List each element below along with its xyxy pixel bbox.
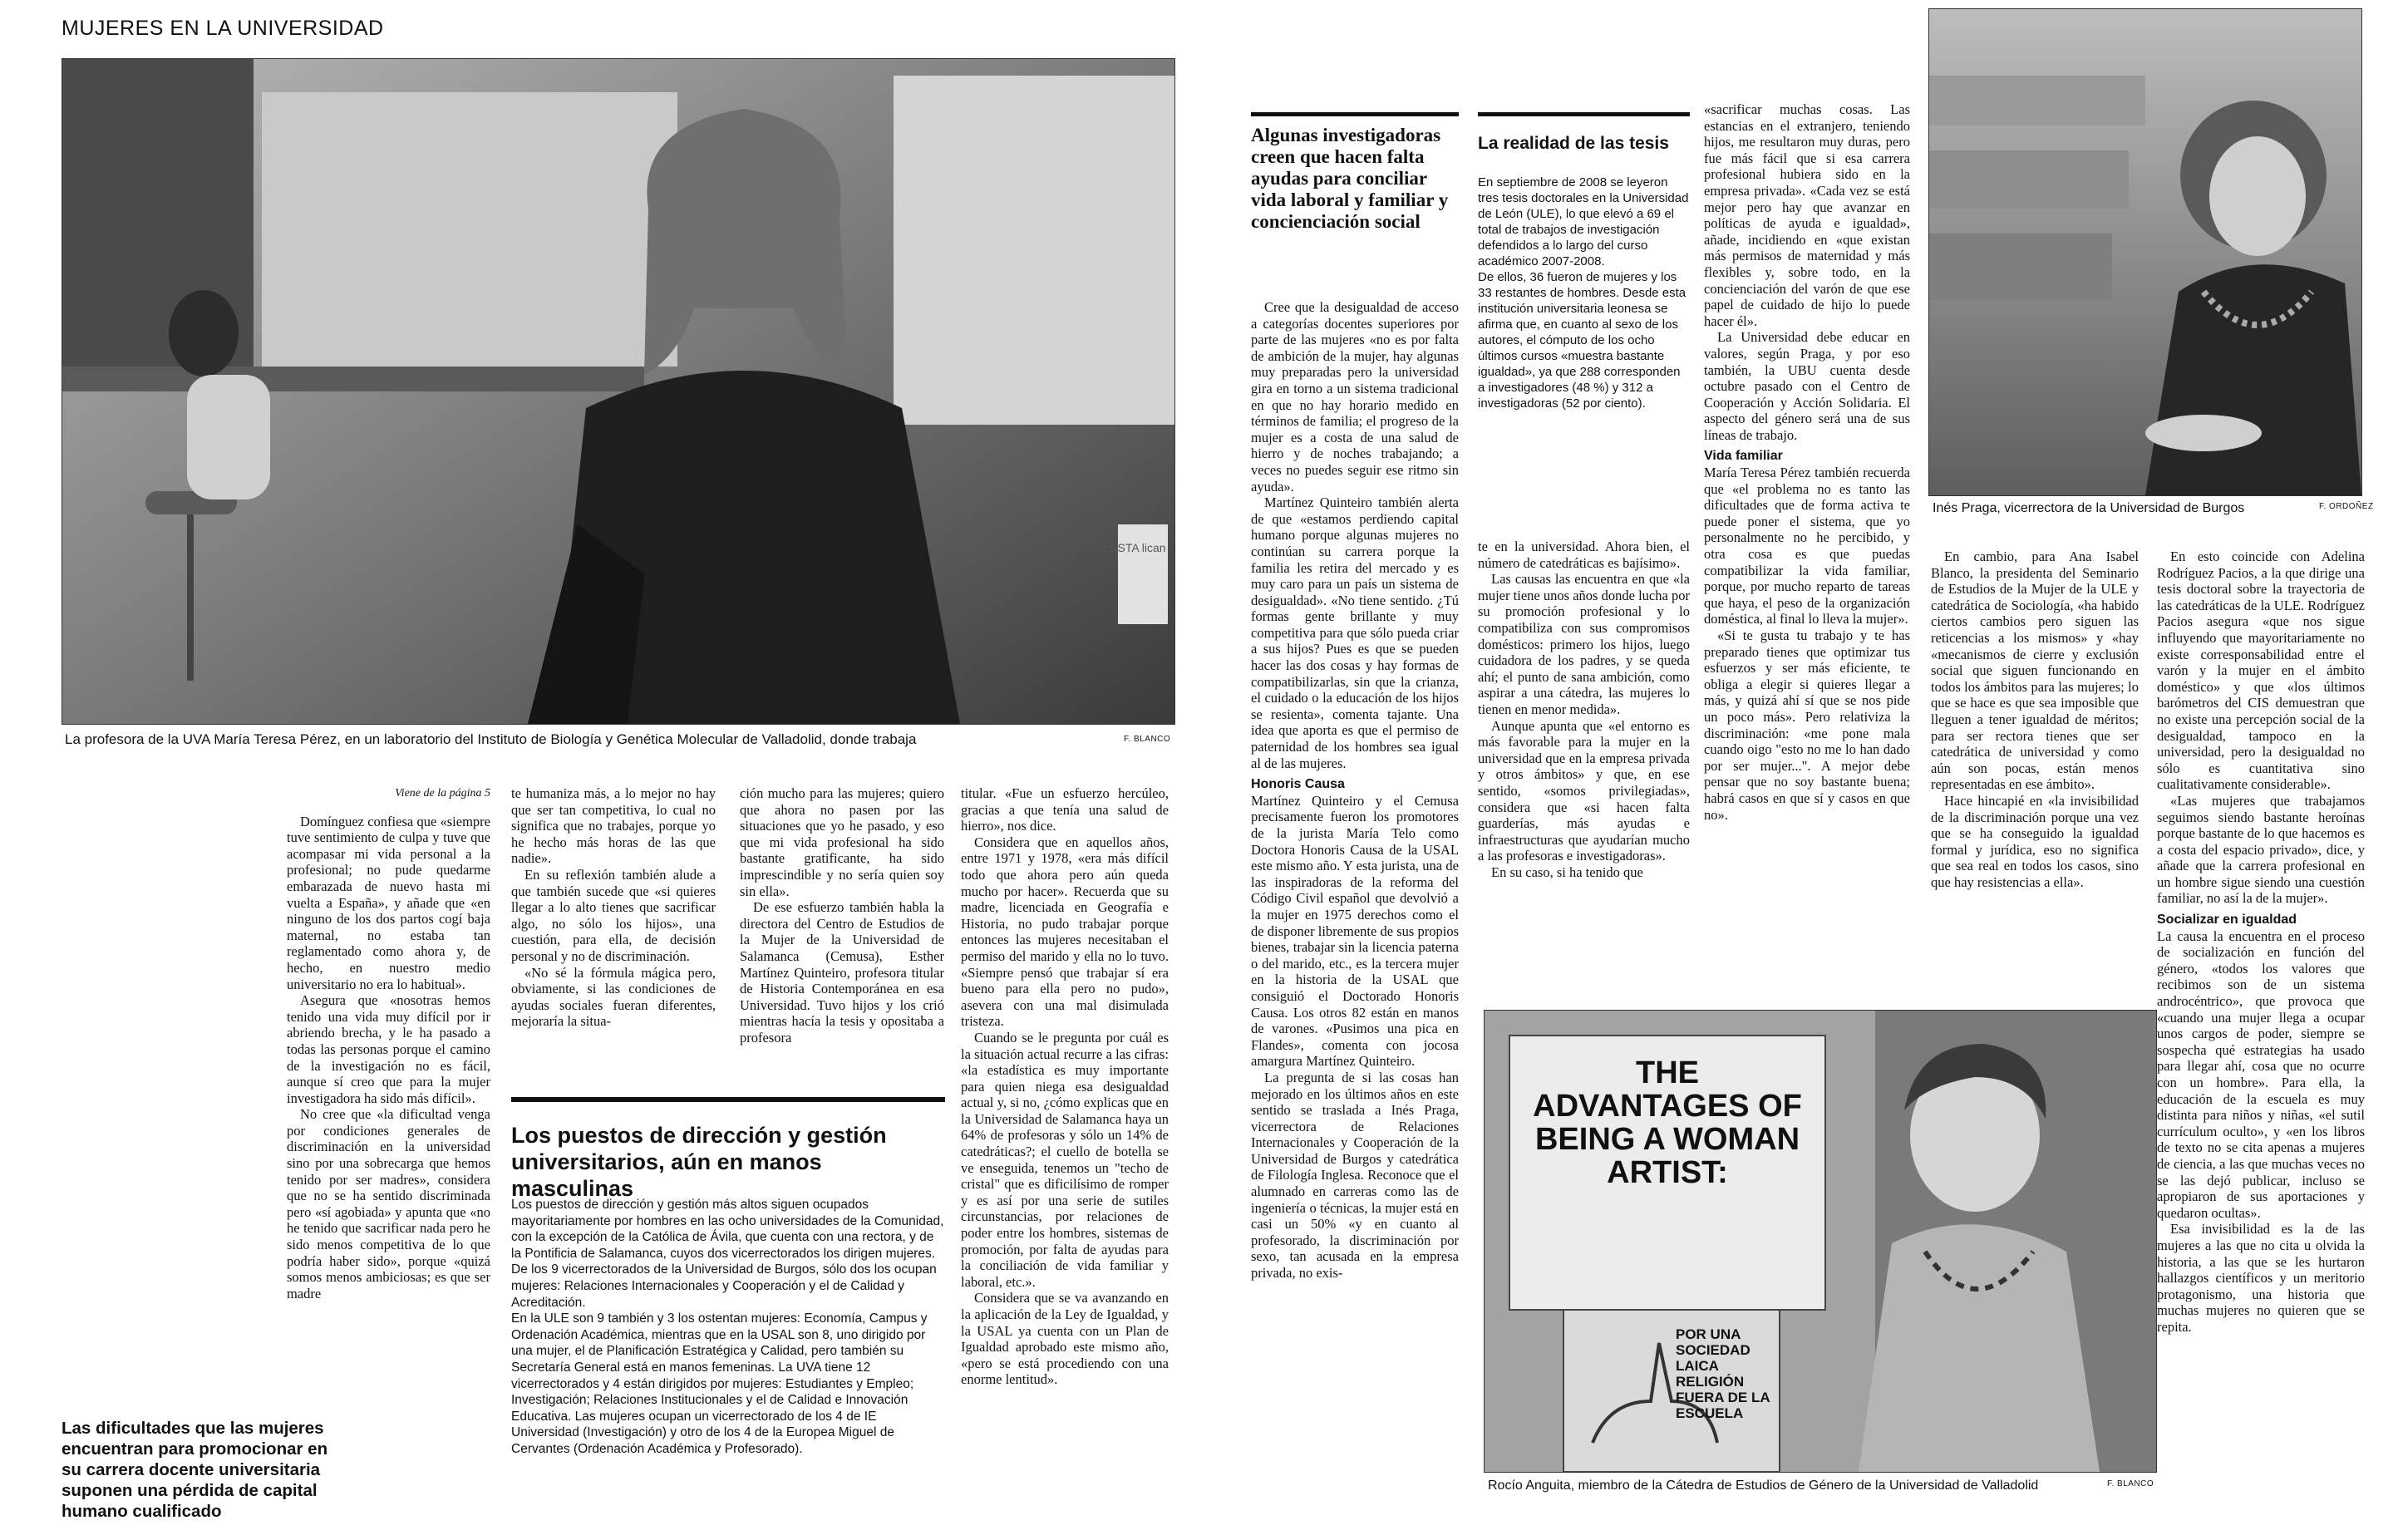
paragraph: Hace hincapié en «la invisibilidad de la discriminación porque una vez que se ha conseguido la igualdad formal y jurídica, eso no significa que sea real en todos los casos, sino que hay resistencias a ella». xyxy=(1931,792,2139,890)
paragraph: En la ULE son 9 también y 3 los ostentan mujeres: Economía, Campus y Ordenación Académica, mientras que en la USAL son 8, uno dirigido por una mujer, el de Planificación Estratégica y Calidad, pero también su Secretaría General está en manos femeninas. La UVA tiene 12 vicerrectorados y 4 están dirigidos por mujeres: Estudiantes y Empleo; Investigación; Relaciones Institucionales y el de Calidad e Innovación Educativa. Las mujeres ocupan un vicerrectorado de los 4 de IE Universidad (Investigación) y otro de los 4 de la Europea Miguel de Cervantes (Ordenación Académica y Profesorado). xyxy=(511,1311,928,1456)
article-column-2 xyxy=(511,785,716,1030)
paragraph: Esa invisibilidad es la de las mujeres a las que no cita u olvida la historia, a las que se les hurtaron hallazgos científicos y un meritorio protagonismo, una historia que muchas mujeres no quieren que se repita. xyxy=(2157,1221,2365,1335)
paragraph: Asegura que «nosotras hemos tenido una vida muy difícil por ir abriendo brecha, y le ha pasado a todas las personas porque el camino de la investigación no es fácil, aunque sí creo que para la mujer investigadora ha sido más difícil». xyxy=(287,992,490,1106)
poster-text: POR UNA SOCIEDAD LAICA RELIGIÓN FUERA DE LA ESCUELA xyxy=(1676,1326,1770,1421)
subheading: Honoris Causa xyxy=(1251,777,1345,792)
paragraph: La Universidad debe educar en valores, según Praga, y por eso también, la UBU cuenta desde octubre pasado con el Centro de Cooperación y Acción Solidaria. El aspecto del género será una de sus líneas de trabajo. xyxy=(1704,329,1910,443)
paragraph: Considera que en aquellos años, entre 1971 y 1978, «era más difícil todo que ahora pero aún queda mucho por hacer». Recuerda que su madre, licenciada en Geografía e Historia, no pudo trabajar porque entonces las mujeres necesitaban el permiso del marido y ella no lo tuvo. «Siempre pensó que trabajar sí era bueno para ella pero no pudo», asevera con una mal disimulada tristeza. xyxy=(961,834,1169,1030)
paragraph: En su caso, si ha tenido que xyxy=(1491,863,1643,880)
box-title: Los puestos de dirección y gestión universitarios, aún en manos masculinas xyxy=(511,1123,887,1201)
paragraph: En esto coincide con Adelina Rodríguez Pacios, a la que dirige una tesis doctoral sobre la trayectoria de las catedráticas de la ULE. Rodríguez Pacios asegura «que nos sigue influyendo que mayoritariamente no existe corresponsabilidad entre el varón y la mujer en el ámbito doméstico» y que «los últimos barómetros del CIS demuestran que no existe una percepción social de la desigualdad, tampoco en la universidad, pero la desigualdad no sólo es cuantitativa sino cualitativamente considerable». xyxy=(2157,549,2365,793)
section-title: MUJERES EN LA UNIVERSIDAD xyxy=(62,17,384,40)
portrait-illustration xyxy=(1929,9,2361,495)
photo-credit: F. BLANCO xyxy=(2107,1479,2154,1488)
paragraph: «Las mujeres que trabajamos seguimos siendo bastante heroínas porque bastante de lo que hacemos es a costa del espacio privado», dice, y añade que la carrera profesional en un hombre sigue siendo una cuestión familiar, no así la de la mujer». xyxy=(2157,792,2365,907)
paragraph: En cambio, para Ana Isabel Blanco, la presidenta del Seminario de Estudios de la Mujer de la ULE y catedrática de Sociología, «ha habido ciertos cambios pero siguen las reticencias a los mismos» y «hay «mecanismos de cierre y exclusión social que siguen funcionando en todos los ámbitos para las mujeres; lo que se hace es que sea imposible que lleguen a tener igualdad de méritos; para ser rectora tienes que ser catedrática de universidad y como aún son pocas, están menos representadas en ese ámbito». xyxy=(1931,549,2139,793)
paragraph: De ese esfuerzo también habla la directora del Centro de Estudios de la Mujer de la Universidad de Salamanca (Cemusa), Esther Martínez Quinteiro, profesora titular de Historia Contemporánea en esa Universidad. Tuvo hijos y los crió mientras hacía la tesis y opositaba a profesora xyxy=(740,899,944,1046)
paragraph: Martínez Quinteiro también alerta de que «estamos perdiendo capital humano porque algunas mujeres no continúan su carrera porque la familia les retira del mercado y es muy caro para un país un sistema de desigualdad». «No tiene sentido. ¿Tú formas gente brillante y muy competitiva para que sólo pueda criar a sus hijos? Pues es que se pueden hacer las dos cosas y hay formas de compatibilizarlas, sin que la crianza, el cuidado o la educación de los hijos se resienta», comenta tajante. Una idea que aporta es que el permiso de paternidad de los hombres sea igual al de las mujeres. xyxy=(1251,494,1459,771)
article-column-8 xyxy=(1704,101,1910,823)
photo-caption: Rocío Anguita, miembro de la Cátedra de Estudios de Género de la Universidad de Valladolid xyxy=(1488,1478,2039,1493)
photo-credit: F. ORDOÑEZ xyxy=(2319,502,2374,511)
paragraph: te humaniza más, a lo mejor no hay que ser tan competitiva, lo cual no significa que no trabajes, porque yo he hecho más horas de las que nadie». xyxy=(511,785,716,867)
box-rule xyxy=(511,1097,945,1102)
poster-text: THE ADVANTAGES OF BEING A WOMAN ARTIST: xyxy=(1533,1055,1802,1190)
paragraph: Las causas las encuentra en que «la mujer tiene unos años donde lucha por su promoción profesional y lo compatibiliza con sus compromisos domésticos: primero los hijos, luego cuidadora de los padres, y se queda ahí; el punto de sana ambición, como aspirar a una cátedra, las mujeres lo tienen en menor medida». xyxy=(1478,571,1690,717)
photo-credit: F. BLANCO xyxy=(1124,735,1171,744)
paragraph: De los 9 vicerrectorados de la Universidad de Burgos, sólo dos los ocupan mujeres: Relaciones Internacionales y Cooperación y el de Calidad y Acreditación. xyxy=(511,1262,937,1310)
article-column-10 xyxy=(2157,549,2365,1336)
paragraph: Cuando se le pregunta por cuál es la situación actual recurre a las cifras: «la estadística es muy importante para quien niega esa desigualdad actual y, si no, ¿cómo explicas que en la Universidad de Salamanca haya un 64% de profesoras y sólo un 14% de catedráticas?; el cuello de botella se ve enseguida, tenemos un "techo de cristal" que es dificilísimo de romper y es así por una serie de sutiles circunstancias, por relaciones de poder entre los hombres, sistemas de promoción, por falta de ayudas para la conciliación de vida familiar y laboral, etc.». xyxy=(961,1029,1169,1290)
box-title: La realidad de las tesis xyxy=(1478,134,1669,153)
article-column-6 xyxy=(1251,299,1459,1282)
continued-from-note: Viene de la página 5 xyxy=(395,787,490,800)
paragraph: Los puestos de dirección y gestión más altos siguen ocupados mayoritariamente por hombres en las ocho universidades de la Comunidad, con la excepción de la Católica de Ávila, que cuenta con una rectora, y de la Pontificia de Salamanca, cuyos dos vicerrectorados los dirigen mujeres. xyxy=(511,1198,944,1261)
paragraph: «No sé la fórmula mágica pero, obviamente, si las condiciones de ayudas sociales fueran diferentes, mejoraría la situa- xyxy=(511,964,716,1030)
paragraph: De ellos, 36 fueron de mujeres y los 33 restantes de hombres. Desde esta institución universitaria leonesa se afirma que, en cuanto al sexo de los autores, el cómputo de los ocho últimos cursos «muestra bastante igualdad», ya que 288 corresponden a investigadores (48 %) y 312 a investigadoras (52 por ciento). xyxy=(1478,270,1686,411)
paragraph: te en la universidad. Ahora bien, el número de catedráticas es bajísimo». xyxy=(1478,539,1690,571)
article-column-7 xyxy=(1478,539,1690,880)
paragraph: Martínez Quinteiro y el Cemusa precisamente fueron los promotores de la jurista María Telo como Doctora Honoris Causa de la USAL este mismo año. Y esta jurista, una de las inspiradoras de la reforma del Código Civil español que devolvió a la mujer en 1975 derechos como el de disponer libremente de sus propios bienes, trabajar sin la licencia paterna o del marido, etc., es la tercera mujer en la historia de la USAL que consiguió el Doctorado Honoris Causa. Los otros 82 están en manos de varones. «Pusimos una pica en Flandes», comenta con jocosa amargura Martínez Quinteiro. xyxy=(1251,792,1459,1070)
paragraph: María Teresa Pérez también recuerda que «el problema no es tanto las dificultades que de forma activa te puede poner el sistema, que yo personalmente no he percibido, y otra cosa es que puedas compatibilizar la vida familiar, porque, por mucho reparto de tareas que haya, el peso de la organización doméstica, al final lo lleva la mujer». xyxy=(1704,465,1910,627)
paragraph: Domínguez confiesa que «siempre tuve sentimiento de culpa y tuve que acompasar mi vida personal a la profesional; no pude quedarme embarazada de nuevo hasta mi vuelta a España», y añade que «en ninguno de los dos partos cogí baja maternal, no estaba tan reglamentado como ahora y, de hecho, en nuestro medio universitario no era lo habitual». xyxy=(287,813,490,992)
subheading: Socializar en igualdad xyxy=(2157,913,2297,927)
box-body xyxy=(511,1197,945,1458)
article-column-9 xyxy=(1931,549,2139,890)
box-rule xyxy=(1478,112,1690,116)
box-body xyxy=(1478,175,1690,411)
paragraph: En su reflexión también alude a que también sucede que «si quieres llegar a lo alto tienes que sacrificar algo, no sólo los hijos», una cuestión, para ella, de decisión personal y no de discriminación. xyxy=(511,866,716,964)
article-column-3 xyxy=(740,785,944,1046)
subheading: Vida familiar xyxy=(1704,449,1783,464)
pull-quote: Las dificultades que las mujeres encuentran para promocionar en su carrera docente universitaria suponen una pérdida de capital humano cualificado xyxy=(62,1419,328,1521)
paragraph: La causa la encuentra en el proceso de socialización en función del género, «todos los valores que recibimos son de un sistema androcéntrico», que provoca que «cuando una mujer llega a ocupar unos cargos de poder, siempre se sospecha qué estrategias ha usado para llegar ahí, cosa que no ocurre con un hombre». Para ella, la educación de la escuela es muy distinta para niños y niñas, «el sutil currículum oculto», y «en los libros de texto no se cita apenas a mujeres de ciencia, a las que muchas veces no se las dejó publicar, incluso se apropiaron de sus aportaciones y quedaron ocultas». xyxy=(2157,927,2365,1221)
paragraph: Cree que la desigualdad de acceso a categorías docentes superiores por parte de las mujeres «no es por falta de ambición de la mujer, hay algunas muy preparadas pero la universidad gira en torno a un sistema tradicional en que no hay horario medido en términos de familia; el progreso de la mujer es a costa de una salud de hierro y de noches trabajando; a veces no puedes seguir ese ritmo sin ayuda». xyxy=(1251,299,1459,494)
article-column-1 xyxy=(287,785,490,1301)
photo-catedra-member xyxy=(1484,1010,2157,1473)
paragraph: «Si te gusta tu trabajo y te has preparado tienes que optimizar tus esfuerzos y ser más eficiente, te obliga a elegir si quieres llegar a más, y quizá ahí sí que se nos pide un poco más». Pero relativiza la discriminación: «me pone mala cuando oigo "esto no me lo han dado por ser mujer...". A mejor debe pensar que no soy bastante buena; habrá casos en que sí y casos en que no». xyxy=(1704,627,1910,823)
photo-laboratory-researcher xyxy=(62,58,1175,725)
photo-caption: La profesora de la UVA María Teresa Pérez, en un laboratorio del Instituto de Biología y Genética Molecular de Valladolid, donde trabaja xyxy=(65,731,917,747)
pull-quote: Algunas investigadoras creen que hacen falta ayudas para conciliar vida laboral y familiar y concienciación social xyxy=(1251,125,1449,232)
photo-caption: Inés Praga, vicerrectora de la Universidad de Burgos xyxy=(1933,501,2245,515)
paragraph: Considera que se va avanzando en la aplicación de la Ley de Igualdad, y la USAL ya cuenta con un Plan de Igualdad aprobado este mismo año, «pero se está procediendo con una enorme lentitud». xyxy=(961,1290,1169,1388)
pullquote-rule xyxy=(1251,112,1459,116)
bottle-label: LESTA lican xyxy=(1103,541,1166,554)
lab-photo-illustration xyxy=(62,59,1174,724)
article-column-4 xyxy=(961,785,1169,1388)
paragraph: En septiembre de 2008 se leyeron tres tesis doctorales en la Universidad de León (ULE), lo que elevó a 69 el total de trabajos de investigación defendidos a lo largo del curso académico 2007-2008. xyxy=(1478,175,1689,268)
paragraph: No cree que «la dificultad venga por condiciones generales de discriminación en la universidad sino por una sobrecarga que hemos tenido por ser madres», considera que no se ha sentido discriminada pero «sí agobiada» y apunta que «no he tenido que sacrificar nada pero he sido menos competitiva de lo que podría haber sido», porque «quizá somos menos ambiciosas; es que ser madre xyxy=(287,1106,490,1301)
paragraph: titular. «Fue un esfuerzo hercúleo, gracias a que tenía una salud de hierro», nos dice. xyxy=(961,785,1169,834)
paragraph: Aunque apunta que «el entorno es más favorable para la mujer en la universidad que en la empresa privada y otros ámbitos» y que, en ese sentido, «somos privilegiadas», considera que «si hacen falta guarderías, más ayudas e infraestructuras que ayudarían mucho a las profesoras e investigadoras». xyxy=(1478,717,1690,864)
photo-portrait-vicerrectora xyxy=(1928,8,2362,496)
paragraph: ción mucho para las mujeres; quiero que ahora no pasen por las situaciones que yo he pasado, y eso que mi vida profesional ha sido bastante gratificante, ha sido imprescindible y no sería quien soy sin ella». xyxy=(740,785,944,899)
paragraph: «sacrificar muchas cosas. Las estancias en el extranjero, teniendo hijos, me resultaron muy duras, pero fue más fácil que si esa carrera profesional hubiera sido en la empresa privada». «Cada vez se está mejor pero hay que avanzar en políticas de ayuda e igualdad», añade, incidiendo en «que existan más permisos de maternidad y más flexibles y, sobre todo, en la concienciación del varón de que ese papel de cuidado de hijo lo puede hacer él». xyxy=(1704,101,1910,329)
paragraph: La pregunta de si las cosas han mejorado en los últimos años en este sentido se traslada a Inés Praga, vicerrectora de Relaciones Internacionales y Cooperación de la Universidad de Burgos y catedrática de Filología Inglesa. Reconoce que el alumnado en carreras como las de ingeniería o técnicas, la mujer está en casi un 50% «y en cuanto al profesorado, la discriminación por sexo, tan acusada en la empresa privada, no exis- xyxy=(1251,1069,1459,1282)
